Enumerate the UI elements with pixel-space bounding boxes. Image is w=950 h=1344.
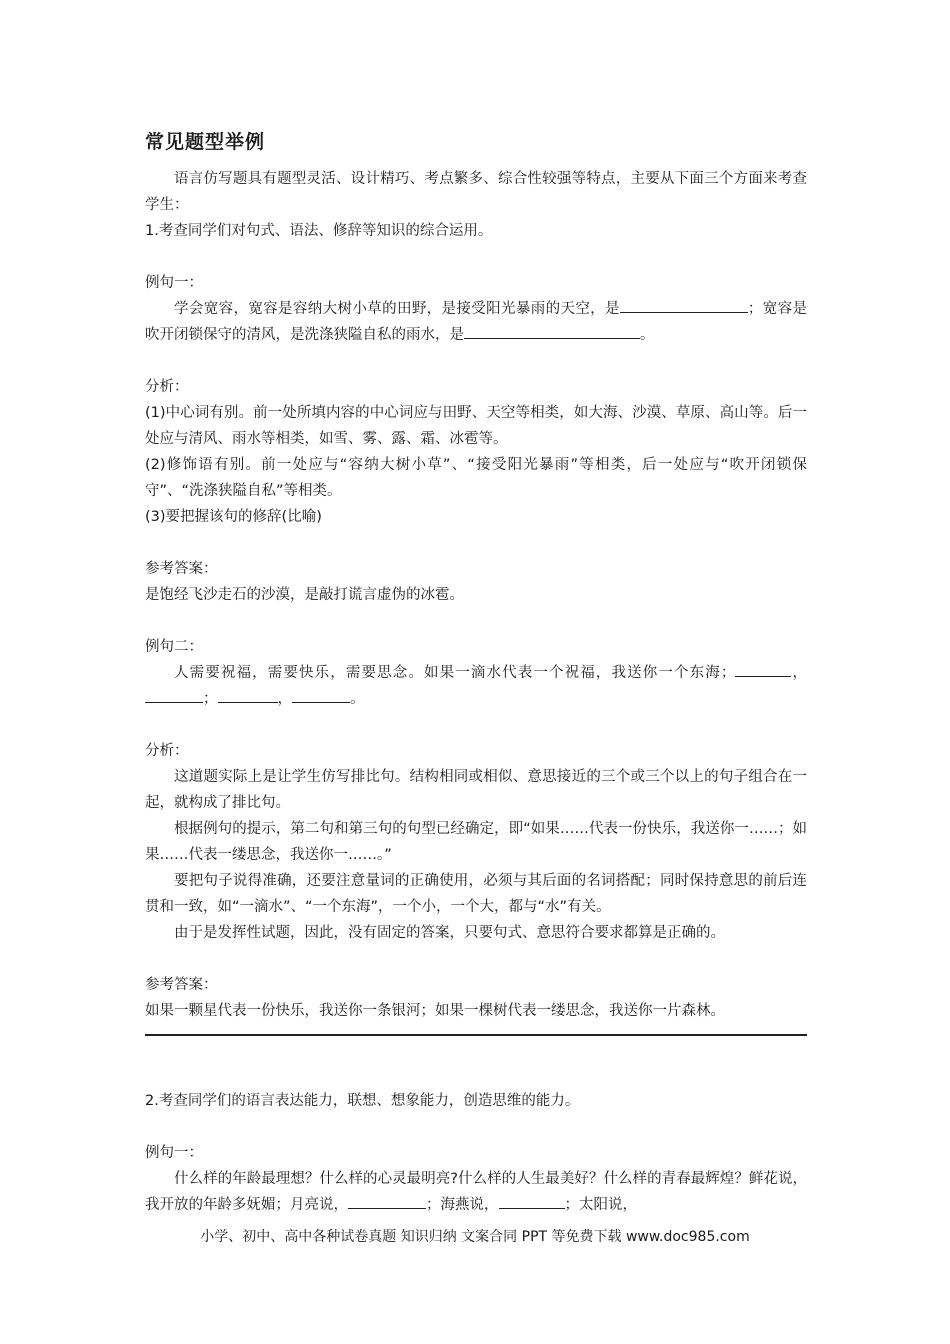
- s2-ex1-text-c: ；太阳说，: [564, 1197, 637, 1213]
- s1-ex2-sep1: ，: [791, 665, 807, 681]
- answer-blank: [464, 322, 640, 339]
- answer-blank: [145, 686, 203, 703]
- s1-ex1-text-a: 学会宽容，宽容是容纳大树小草的田野，是接受阳光暴雨的天空，是: [174, 301, 620, 317]
- s1-ex2-answer: 如果一颗星代表一份快乐，我送你一条银河；如果一棵树代表一缕思念，我送你一片森林。: [145, 1003, 725, 1019]
- s1-ex1-sentence: [145, 296, 807, 348]
- s1-ex2-sentence: [145, 660, 807, 712]
- document-page: [145, 128, 807, 1218]
- s1-ex2-end: 。: [350, 691, 365, 707]
- s1-ex2-analysis-label: 分析：: [145, 743, 189, 759]
- s1-ex1-text-b: ；宽容是吹开闭锁保守的清风，是洗涤狭隘自私的雨水，是: [145, 301, 807, 343]
- s1-ex2-answer-label: 参考答案：: [145, 977, 218, 993]
- s1-ex2-sep2: ；: [203, 691, 218, 707]
- s1-ex2-text-a: 人需要祝福，需要快乐，需要思念。如果一滴水代表一个祝福，我送你一个东海；: [174, 665, 736, 681]
- section2-heading: 2.考查同学们的语言表达能力，联想、想象能力，创造思维的能力。: [145, 1093, 580, 1109]
- s1-ex2-label: 例句二：: [145, 639, 203, 655]
- s1-ex2-sep3: ，: [277, 691, 292, 707]
- answer-blank: [620, 296, 748, 313]
- answer-blank: [292, 686, 350, 703]
- answer-blank: [499, 1192, 565, 1209]
- s1-ex1-answer: 是饱经飞沙走石的沙漠，是敲打谎言虚伪的冰雹。: [145, 587, 464, 603]
- s2-ex1-text-a: 什么样的年龄最理想？什么样的心灵最明亮?什么样的人生最美好？什么样的青春最辉煌？鲜花说，我开放的年龄多妩媚；月亮说，: [145, 1171, 807, 1213]
- s1-ex2-analysis-4: 由于是发挥性试题，因此，没有固定的答案，只要句式、意思符合要求都算是正确的。: [174, 925, 725, 941]
- s1-ex1-analysis-1: (1)中心词有别。前一处所填内容的中心词应与田野、天空等相类，如大海、沙漠、草原、高山等。后一处应与清风、雨水等相类，如雪、雾、露、霜、冰雹等。: [145, 405, 807, 447]
- s1-ex1-analysis-2: (2)修饰语有别。前一处应与“容纳大树小草”、“接受阳光暴雨”等相类，后一处应与“吹开闭锁保守”、“洗涤狭隘自私”等相类。: [145, 457, 807, 499]
- answer-blank: [735, 660, 791, 677]
- s2-ex1-sentence: [145, 1166, 807, 1218]
- section1-heading: 1.考查同学们对句式、语法、修辞等知识的综合运用。: [145, 223, 493, 239]
- s1-ex2-analysis-3: 要把句子说得准确，还要注意量词的正确使用，必须与其后面的名词搭配；同时保持意思的前后连贯和一致，如“一滴水”、“一个东海”，一个小，一个大，都与“水”有关。: [145, 873, 807, 915]
- page-footer: 小学、初中、高中各种试卷真题 知识归纳 文案合同 PPT 等免费下载 www.doc985.com: [200, 1229, 750, 1245]
- s1-ex1-label: 例句一：: [145, 275, 203, 291]
- page-title: 常见题型举例: [145, 131, 266, 153]
- intro-paragraph: 语言仿写题具有题型灵活、设计精巧、考点繁多、综合性较强等特点，主要从下面三个方面来考查学生：: [145, 171, 807, 213]
- s2-ex1-text-b: ；海燕说，: [426, 1197, 499, 1213]
- s1-ex1-answer-label: 参考答案：: [145, 561, 218, 577]
- s1-ex2-analysis-2: 根据例句的提示，第二句和第三句的句型已经确定，即“如果……代表一份快乐，我送你一……；如果……代表一缕思念，我送你一……。”: [145, 821, 807, 863]
- s1-ex1-analysis-3: (3)要把握该句的修辞(比喻): [145, 509, 322, 525]
- s1-ex1-text-c: 。: [640, 327, 655, 343]
- answer-blank: [348, 1192, 426, 1209]
- s1-ex1-analysis-label: 分析：: [145, 379, 189, 395]
- s2-ex1-label: 例句一：: [145, 1145, 203, 1161]
- s1-ex2-analysis-1: 这道题实际上是让学生仿写排比句。结构相同或相似、意思接近的三个或三个以上的句子组合在一起，就构成了排比句。: [145, 769, 807, 811]
- answer-blank: [218, 686, 278, 703]
